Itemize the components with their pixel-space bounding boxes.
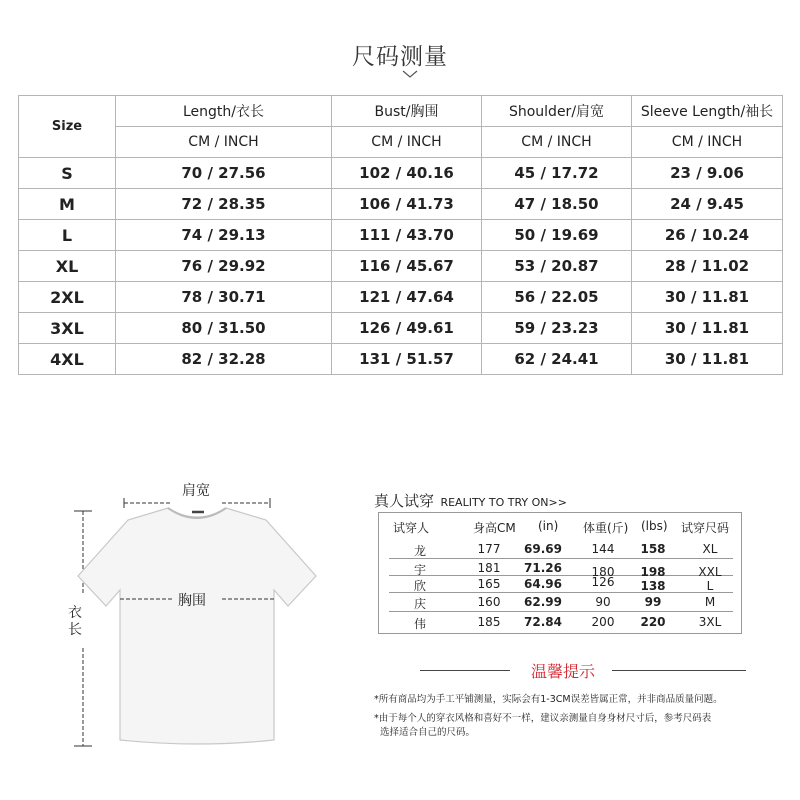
unit-label: CM / INCH xyxy=(632,127,783,158)
measurement-cell: 45 / 17.72 xyxy=(482,158,632,189)
measurement-cell: 26 / 10.24 xyxy=(632,220,783,251)
measurement-cell: 30 / 11.81 xyxy=(632,282,783,313)
tryon-cell-lbs: 198 xyxy=(640,565,666,579)
tryon-title-en: REALITY TO TRY ON>> xyxy=(440,496,567,509)
measurement-cell: 50 / 19.69 xyxy=(482,220,632,251)
size-label: 4XL xyxy=(19,344,116,375)
tshirt-icon xyxy=(60,478,350,758)
tip-line: *由于每个人的穿衣风格和喜好不一样，建议亲测量自身身材尺寸后，参考尺码表 xyxy=(374,713,712,724)
size-label: L xyxy=(19,220,116,251)
measurement-cell: 131 / 51.57 xyxy=(332,344,482,375)
size-label: XL xyxy=(19,251,116,282)
tryon-cell-in: 69.69 xyxy=(524,542,562,556)
tshirt-diagram xyxy=(60,478,350,758)
tryon-cell-name: 龙 xyxy=(413,544,426,558)
measurement-cell: 56 / 22.05 xyxy=(482,282,632,313)
measurement-cell: 80 / 31.50 xyxy=(116,313,332,344)
size-label: S xyxy=(19,158,116,189)
tryon-cell-jin: 90 xyxy=(595,595,611,609)
measurement-cell: 121 / 47.64 xyxy=(332,282,482,313)
column-header: Length/衣长 xyxy=(116,96,332,127)
measurement-cell: 62 / 24.41 xyxy=(482,344,632,375)
tryon-header: 身高CM xyxy=(473,521,516,535)
table-row xyxy=(19,251,783,282)
tips-title: 温馨提示 xyxy=(530,662,595,681)
table-row xyxy=(19,158,783,189)
tryon-cell-size: XXL xyxy=(698,565,722,579)
measurement-cell: 102 / 40.16 xyxy=(332,158,482,189)
table-row xyxy=(19,344,783,375)
tip-line: 选择适合自己的尺码。 xyxy=(374,727,476,738)
tryon-cell-name: 宇 xyxy=(413,563,426,577)
tryon-table xyxy=(378,512,742,634)
tryon-cell-cm: 160 xyxy=(477,595,501,609)
table-row xyxy=(19,282,783,313)
tryon-header: (lbs) xyxy=(641,519,668,533)
tryon-cell-cm: 181 xyxy=(477,561,501,575)
tryon-cell-cm: 165 xyxy=(477,577,501,591)
measurement-cell: 82 / 32.28 xyxy=(116,344,332,375)
tryon-cell-jin: 144 xyxy=(591,542,615,556)
measurement-cell: 72 / 28.35 xyxy=(116,189,332,220)
size-table xyxy=(18,95,783,375)
tryon-cell-jin: 126 xyxy=(591,575,615,589)
measurement-cell: 70 / 27.56 xyxy=(116,158,332,189)
page-title: 尺码测量 xyxy=(352,44,448,70)
unit-label: CM / INCH xyxy=(332,127,482,158)
unit-label: CM / INCH xyxy=(482,127,632,158)
unit-label: CM / INCH xyxy=(116,127,332,158)
length-label: 衣长 xyxy=(68,605,82,638)
tryon-cell-name: 欣 xyxy=(413,579,426,593)
measurement-cell: 111 / 43.70 xyxy=(332,220,482,251)
chest-label: 胸围 xyxy=(178,593,206,609)
measurement-cell: 76 / 29.92 xyxy=(116,251,332,282)
tryon-cell-lbs: 138 xyxy=(640,579,666,593)
measurement-cell: 126 / 49.61 xyxy=(332,313,482,344)
tryon-header: 体重(斤) xyxy=(583,521,629,535)
tryon-cell-in: 72.84 xyxy=(524,615,562,629)
unit-header-row xyxy=(19,127,783,158)
size-label: M xyxy=(19,189,116,220)
measurement-cell: 28 / 11.02 xyxy=(632,251,783,282)
tryon-cell-lbs: 99 xyxy=(644,595,662,609)
size-label: 2XL xyxy=(19,282,116,313)
measurement-cell: 59 / 23.23 xyxy=(482,313,632,344)
measurement-cell: 106 / 41.73 xyxy=(332,189,482,220)
table-header-row xyxy=(19,96,783,127)
tryon-cell-size: XL xyxy=(702,542,718,556)
tryon-cell-in: 64.96 xyxy=(524,577,562,591)
tryon-cell-in: 62.99 xyxy=(524,595,562,609)
tryon-title xyxy=(374,490,567,511)
column-header: Sleeve Length/袖长 xyxy=(632,96,783,127)
measurement-cell: 30 / 11.81 xyxy=(632,313,783,344)
tryon-cell-cm: 177 xyxy=(477,542,501,556)
tryon-cell-lbs: 158 xyxy=(640,542,666,556)
tryon-cell-name: 伟 xyxy=(413,617,426,631)
tryon-title-cn: 真人试穿 xyxy=(374,492,435,510)
tryon-cell-lbs: 220 xyxy=(640,615,666,629)
measurement-cell: 116 / 45.67 xyxy=(332,251,482,282)
tryon-cell-size: M xyxy=(704,595,716,609)
tryon-cell-in: 71.26 xyxy=(524,561,562,575)
column-header: Bust/胸围 xyxy=(332,96,482,127)
measurement-cell: 23 / 9.06 xyxy=(632,158,783,189)
tryon-header: 试穿人 xyxy=(393,521,430,535)
measurement-cell: 30 / 11.81 xyxy=(632,344,783,375)
tryon-cell-size: L xyxy=(706,579,714,593)
tryon-cell-name: 庆 xyxy=(413,597,426,611)
size-header: Size xyxy=(19,96,116,158)
measurement-cell: 24 / 9.45 xyxy=(632,189,783,220)
shoulder-label: 肩宽 xyxy=(182,483,210,499)
tryon-cell-cm: 185 xyxy=(477,615,501,629)
measurement-cell: 78 / 30.71 xyxy=(116,282,332,313)
tryon-cell-jin: 180 xyxy=(591,565,615,579)
column-header: Shoulder/肩宽 xyxy=(482,96,632,127)
tryon-header: (in) xyxy=(538,519,559,533)
table-row xyxy=(19,220,783,251)
tryon-cell-size: 3XL xyxy=(698,615,722,629)
tip-line: *所有商品均为手工平铺测量，实际会有1-3CM误差皆属正常，并非商品质量问题。 xyxy=(374,694,723,705)
tryon-cell-jin: 200 xyxy=(591,615,615,629)
chevron-down-icon xyxy=(402,70,418,78)
size-label: 3XL xyxy=(19,313,116,344)
measurement-cell: 74 / 29.13 xyxy=(116,220,332,251)
table-row xyxy=(19,313,783,344)
tryon-header: 试穿尺码 xyxy=(681,521,730,535)
measurement-cell: 53 / 20.87 xyxy=(482,251,632,282)
measurement-cell: 47 / 18.50 xyxy=(482,189,632,220)
table-row xyxy=(19,189,783,220)
